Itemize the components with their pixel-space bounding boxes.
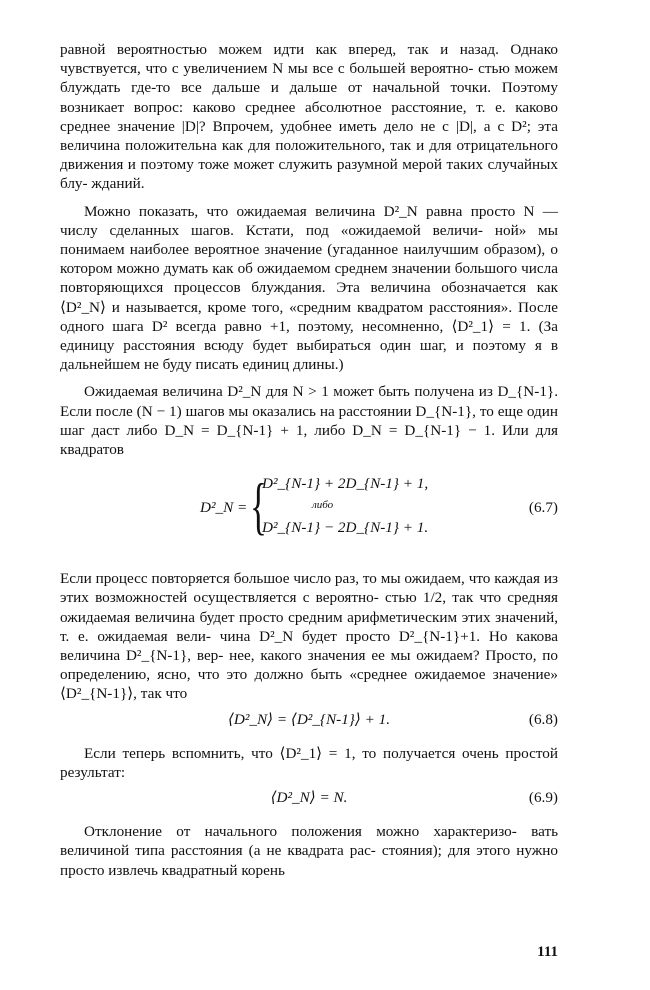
- equation-case-separator: либо: [312, 499, 334, 512]
- text-line: положительного, так и для отрицательного движения и поэтому: [60, 137, 558, 174]
- equation-case-1: D²_{N-1} + 2D_{N-1} + 1,: [262, 475, 429, 493]
- paragraph-3: [60, 382, 558, 459]
- text-line: D_N = D_{N-1} − 1. Или для квадратов: [60, 421, 559, 459]
- text-line: кроме того, «средним квадратом расстояния». После одного: [60, 298, 559, 335]
- page-number: 111: [537, 944, 558, 960]
- text-line: поэтому я в дальнейшем не буду писать единиц длины.): [60, 337, 558, 374]
- text-line: Можно показать, что ожидаемая величина D²_N равна просто: [84, 202, 516, 220]
- left-brace: {: [250, 470, 267, 542]
- equation-lhs: D²_N =: [200, 499, 248, 517]
- text-line: что каждая из этих возможностей осуществляется с вероятно-: [60, 570, 558, 607]
- paragraph-4: [60, 569, 558, 703]
- text-line: блуждания. Эта величина обозначается как ⟨D²_N⟩ и называется,: [60, 279, 559, 316]
- text-line: (За единицу расстояния всюду будет выбираться один шаг, и: [60, 317, 559, 355]
- text-line: ⟨D²_{N-1}⟩, так что: [60, 685, 188, 703]
- text-line: среднем значении большого числа повторяющихся процессов: [60, 260, 558, 297]
- text-line: Если теперь вспомнить, что ⟨D²_1⟩ = 1, то получается очень: [84, 744, 499, 762]
- text-line: нее, какого значения ее мы ожидаем? Просто, по определению,: [60, 647, 559, 684]
- text-line: иметь дело не с |D|, а с D²; эта величина положительна как для: [60, 117, 558, 155]
- text-line: стью можем блуждать где-то все дальше и дальше от начальной: [60, 60, 559, 97]
- text-line: жданий.: [91, 175, 145, 193]
- paragraph-6: [60, 822, 558, 880]
- text-line: Ожидаемая величина D²_N для N > 1 может быть получена из: [84, 383, 493, 401]
- paragraph-1: [60, 40, 558, 194]
- text-line: D_{N-1}. Если после (N − 1) шагов мы оказались на расстоянии: [60, 383, 558, 420]
- equation-6-7: [60, 467, 558, 559]
- text-line: расстояние, т. е. каково среднее значение |D|? Впрочем, удобнее: [60, 98, 558, 135]
- text-line: чувствуется, что с увеличением N мы все с большей вероятно-: [60, 60, 474, 78]
- text-line: Если процесс повторяется большое число раз, то мы ожидаем,: [60, 570, 465, 588]
- text-line: стью 1/2, так что средняя ожидаемая величина будет просто: [60, 589, 559, 626]
- text-line: Отклонение от начального положения можно характеризо-: [84, 823, 517, 841]
- text-line: стояния); для этого нужно просто извлечь квадратный корень: [60, 842, 559, 879]
- text-line: средним арифметическим этих значений, т. е. ожидаемая вели-: [60, 608, 559, 645]
- equation-case-2: D²_{N-1} − 2D_{N-1} + 1.: [262, 519, 429, 537]
- text-line: равной вероятностью можем идти как вперед, так и назад. Однако: [60, 41, 558, 58]
- equation-body: ⟨D²_N⟩ = N.: [270, 789, 348, 807]
- text-line: D_{N-1}, то еще один шаг даст либо D_N = D_{N-1} + 1, либо: [60, 402, 558, 439]
- equation-number: (6.7): [528, 499, 558, 517]
- text-line: ной» мы понимаем наиболее вероятное значение (угаданное: [60, 221, 558, 259]
- equation-number: (6.9): [528, 789, 558, 807]
- paragraph-2: [60, 202, 558, 375]
- text-line: вать величиной типа расстояния (а не квадрата рас-: [60, 823, 559, 860]
- text-line: точки. Поэтому возникает вопрос: каково среднее абсолютное: [60, 79, 558, 116]
- text-line: N — числу сделанных шагов. Кстати, под «ожидаемой величи-: [60, 202, 558, 239]
- text-line: чина D²_N будет просто D²_{N-1}+1. Но какова величина D²_{N-1}, вер-: [60, 627, 558, 665]
- text-line: тоже может служить разумной мерой таких случайных блу-: [60, 156, 558, 193]
- equation-body: ⟨D²_N⟩ = ⟨D²_{N-1}⟩ + 1.: [227, 710, 391, 728]
- paragraph-5: [60, 744, 558, 782]
- text-line: наилучшим образом), о котором можно думать как об ожидаемом: [60, 241, 559, 278]
- equation-6-9: [60, 782, 558, 822]
- equation-number: (6.8): [528, 710, 558, 728]
- page-body: [60, 40, 558, 880]
- equation-6-8: [60, 704, 558, 744]
- text-line: шага D² всегда равно +1, поэтому, несомненно, ⟨D²_1⟩ = 1.: [112, 317, 531, 335]
- text-line: простой результат:: [60, 744, 559, 781]
- text-line: ясно, что это должно быть «среднее ожидаемое значение»: [157, 666, 558, 684]
